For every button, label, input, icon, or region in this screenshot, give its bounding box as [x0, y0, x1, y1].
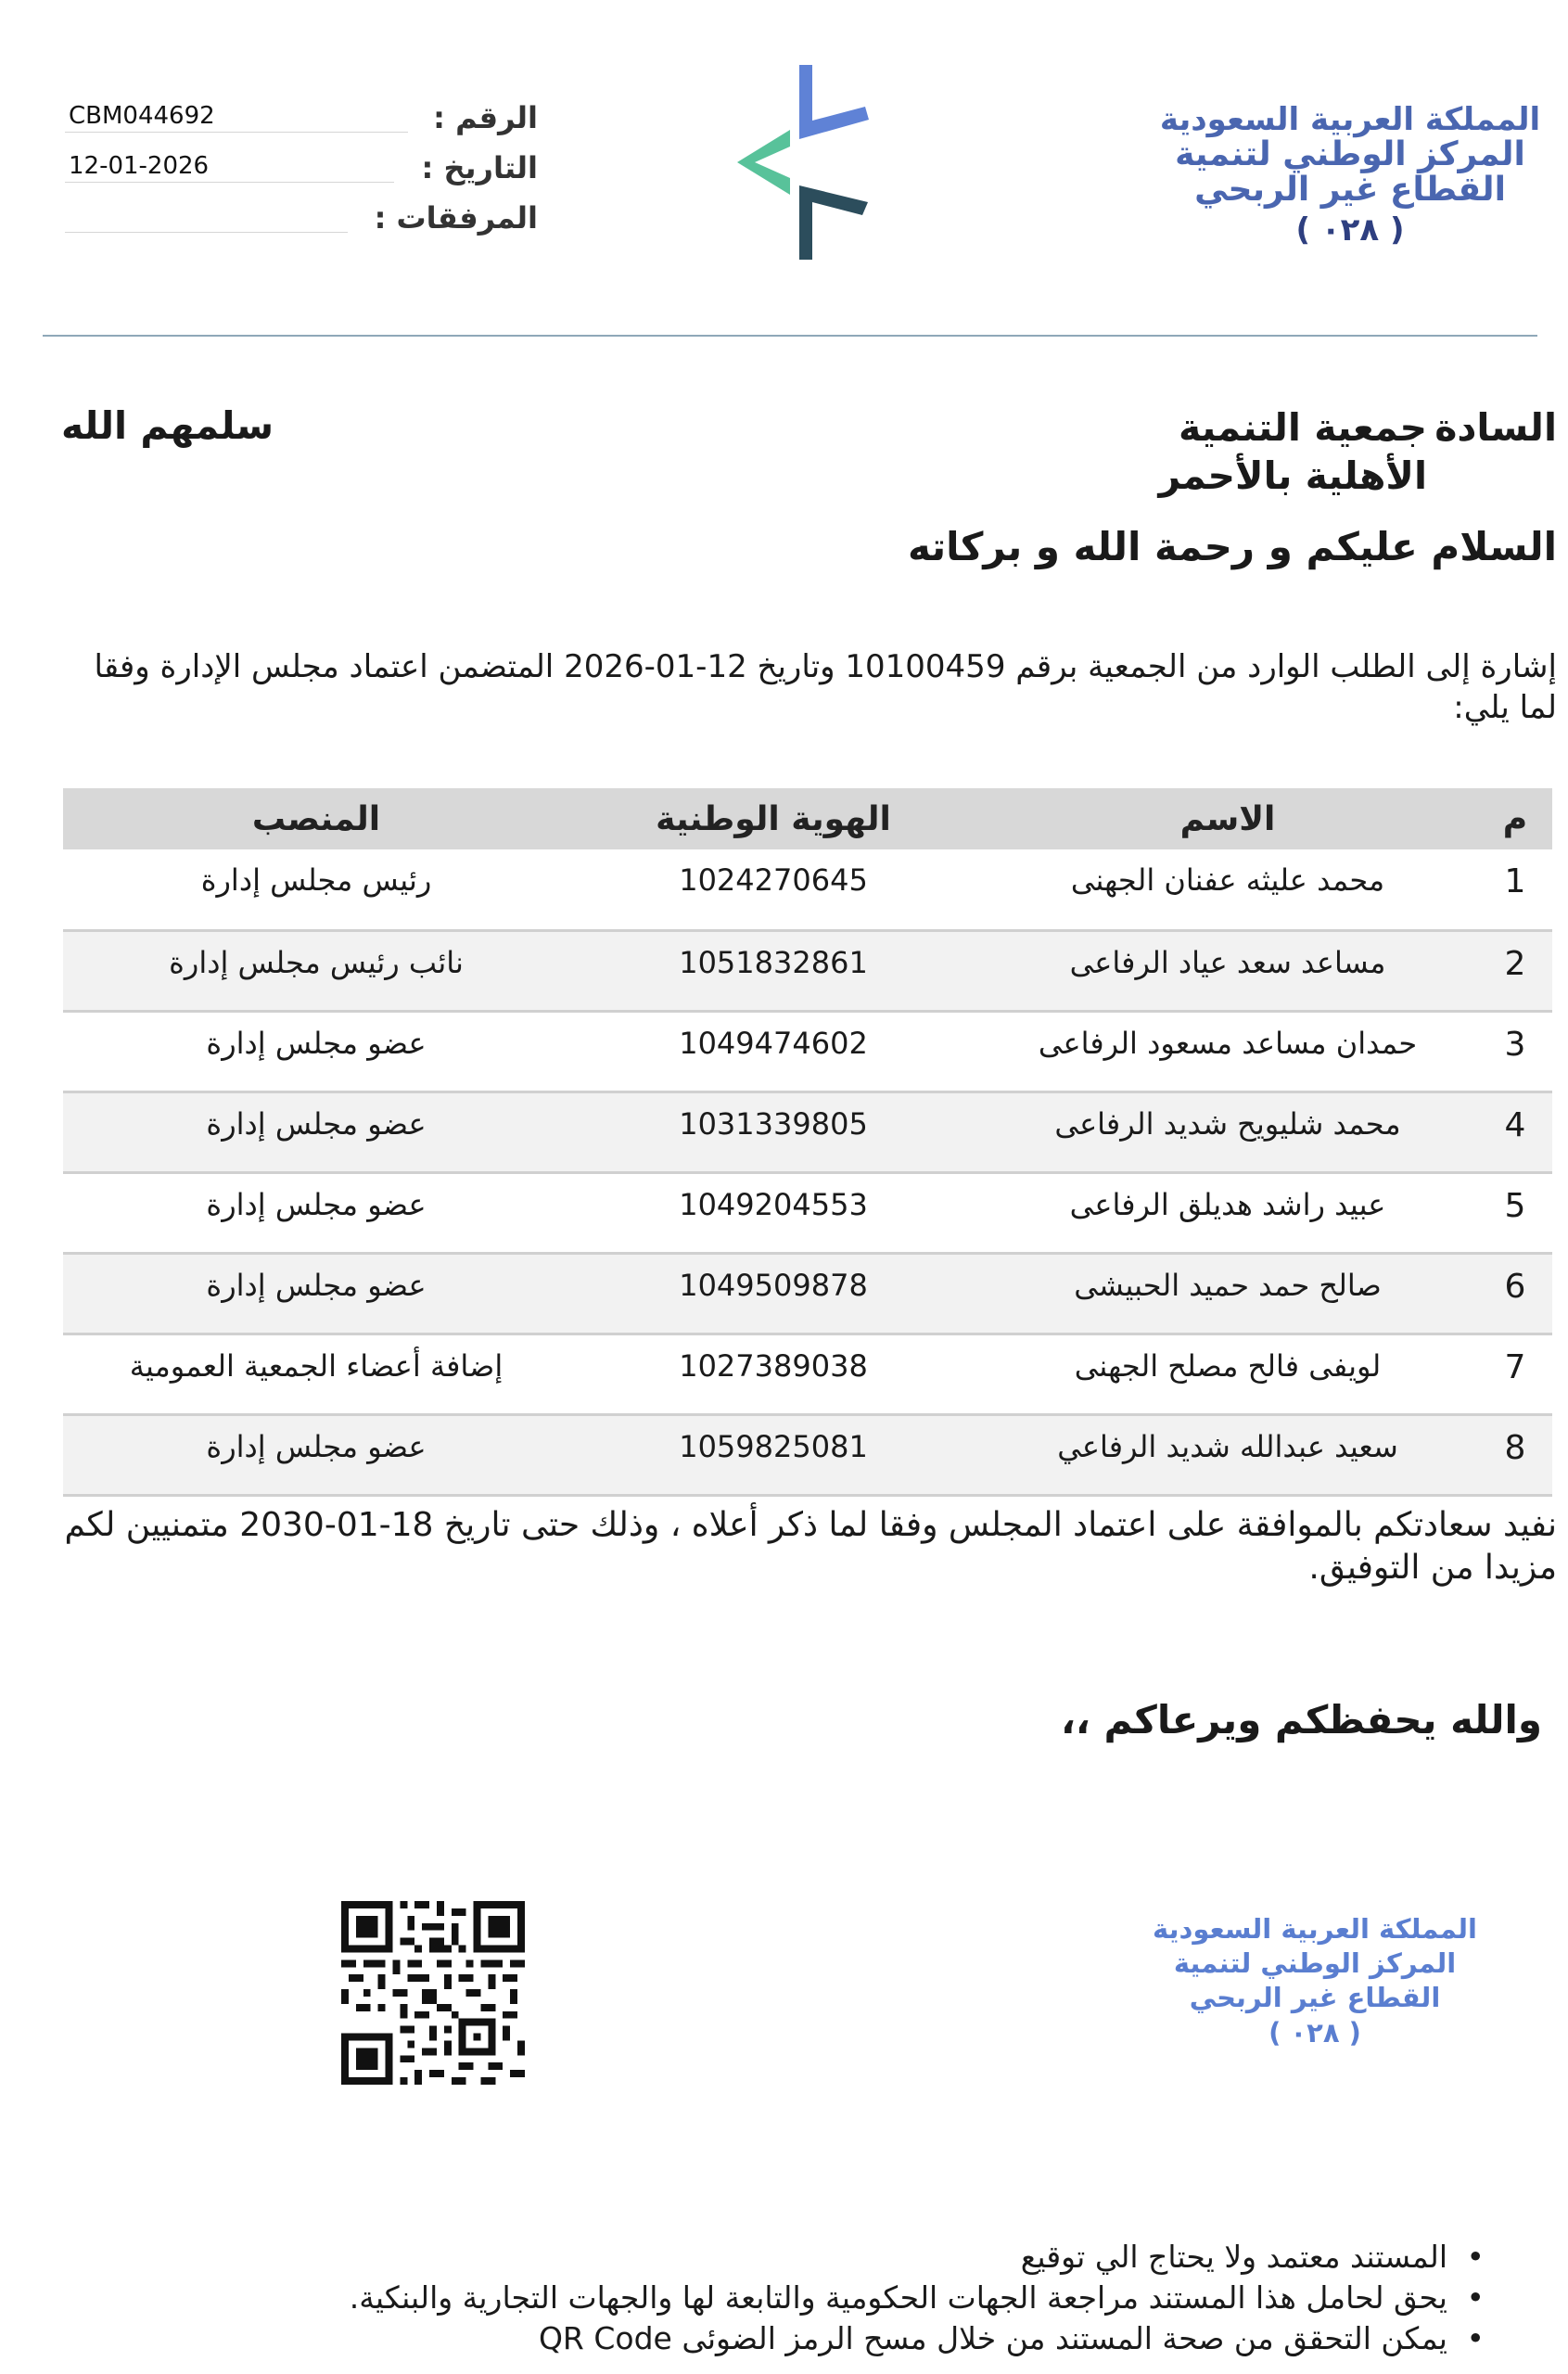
row-position: إضافة أعضاء الجمعية العمومية [63, 1334, 569, 1414]
reference-date-underline [65, 182, 394, 183]
reference-meta [65, 100, 538, 250]
row-name: محمد عليثه عفنان الجهنى [977, 849, 1478, 930]
org-line-sector: القطاع غير الربحي [1194, 171, 1506, 209]
header-divider [43, 335, 1537, 337]
row-national-id: 1051832861 [569, 930, 977, 1011]
seal-line-country: المملكة العربية السعودية [1153, 1913, 1477, 1945]
official-seal [1143, 1912, 1486, 2049]
row-num: 7 [1478, 1334, 1552, 1414]
header-num: م [1478, 788, 1552, 849]
row-position: عضو مجلس إدارة [63, 1011, 569, 1091]
seal-line-sector: القطاع غير الربحي [1189, 1982, 1441, 2013]
addressee-title: السادة [1434, 405, 1557, 450]
board-members-table [63, 788, 1552, 1497]
row-name: عبيد راشد هديلق الرفاعى [977, 1172, 1478, 1253]
attachments-row [65, 200, 538, 250]
org-line-center: المركز الوطني لتنمية [1175, 135, 1525, 173]
table-row [63, 1253, 1552, 1334]
row-national-id: 1049509878 [569, 1253, 977, 1334]
greeting: السلام عليكم و رحمة الله و بركاته [907, 524, 1557, 569]
row-num: 5 [1478, 1172, 1552, 1253]
footer-notes [350, 2237, 1485, 2359]
row-num: 3 [1478, 1011, 1552, 1091]
table-row [63, 1172, 1552, 1253]
row-position: عضو مجلس إدارة [63, 1172, 569, 1253]
row-name: محمد شليويح شديد الرفاعى [977, 1091, 1478, 1172]
row-national-id: 1031339805 [569, 1091, 977, 1172]
attachments-label: المرفقات : [374, 200, 538, 236]
addressee-closing: سلمهم الله [61, 403, 274, 448]
header-national-id: الهوية الوطنية [569, 788, 977, 849]
row-national-id: 1049474602 [569, 1011, 977, 1091]
table-row [63, 930, 1552, 1011]
row-name: سعيد عبدالله شديد الرفاعي [977, 1414, 1478, 1495]
row-position: رئيس مجلس إدارة [63, 849, 569, 930]
note-item: • المستند معتمد ولا يحتاج الي توقيع [350, 2237, 1485, 2278]
row-name: لويفى فالح مصلح الجهنى [977, 1334, 1478, 1414]
center-logo-icon [714, 56, 890, 269]
row-national-id: 1027389038 [569, 1334, 977, 1414]
row-national-id: 1024270645 [569, 849, 977, 930]
reference-date-row [65, 150, 538, 200]
row-name: مساعد سعد عياد الرفاعى [977, 930, 1478, 1011]
verification-qr-code-icon [341, 1901, 525, 2085]
org-code: ( ٠٢٨ ) [1295, 211, 1405, 249]
row-national-id: 1059825081 [569, 1414, 977, 1495]
org-line-country: المملكة العربية السعودية [1159, 101, 1541, 138]
row-num: 4 [1478, 1091, 1552, 1172]
row-position: نائب رئيس مجلس إدارة [63, 930, 569, 1011]
header-name: الاسم [977, 788, 1478, 849]
seal-code: ( ٠٢٨ ) [1268, 2017, 1361, 2049]
row-position: عضو مجلس إدارة [63, 1091, 569, 1172]
reference-date-label: التاريخ : [421, 150, 538, 185]
row-num: 8 [1478, 1414, 1552, 1495]
row-num: 6 [1478, 1253, 1552, 1334]
organization-header [1151, 102, 1549, 249]
table-row [63, 1091, 1552, 1172]
table-row [63, 1334, 1552, 1414]
header-position: المنصب [63, 788, 569, 849]
row-name: صالح حمد حميد الحبيشى [977, 1253, 1478, 1334]
row-num: 2 [1478, 930, 1552, 1011]
approval-paragraph: نفيد سعادتكم بالموافقة على اعتماد المجلس وفقا لما ذكر أعلاه ، وذلك حتى تاريخ 18-01-2030 متمنيين لكم مزيدا من التوفيق. [64, 1506, 1557, 1587]
reference-number-value: CBM044692 [69, 102, 215, 130]
attachments-underline [65, 232, 348, 233]
row-name: حمدان مساعد مسعود الرفاعى [977, 1011, 1478, 1091]
note-item: • يحق لحامل هذا المستند مراجعة الجهات الحكومية والتابعة لها والجهات التجارية والبنكية. [350, 2278, 1485, 2318]
table-row [63, 1011, 1552, 1091]
closing-blessing: والله يحفظكم ويرعاكم ،، [1060, 1697, 1542, 1742]
note-item: • يمكن التحقق من صحة المستند من خلال مسح الرمز الضوئى QR Code [350, 2318, 1485, 2359]
intro-paragraph: إشارة إلى الطلب الوارد من الجمعية برقم 10100459 وتاريخ 12-01-2026 المتضمن اعتماد مجلس الإدارة وفقا لما يلي: [94, 648, 1557, 726]
seal-line-center: المركز الوطني لتنمية [1173, 1947, 1457, 1979]
reference-date-value: 12-01-2026 [69, 152, 210, 180]
table-row [63, 1414, 1552, 1495]
row-num: 1 [1478, 849, 1552, 930]
table-row [63, 849, 1552, 930]
addressee-name: جمعية التنمية الأهلية بالأحمر [1158, 405, 1427, 498]
reference-number-label: الرقم : [433, 100, 538, 135]
reference-number-row [65, 100, 538, 150]
row-position: عضو مجلس إدارة [63, 1414, 569, 1495]
table-header-row [63, 788, 1552, 849]
row-position: عضو مجلس إدارة [63, 1253, 569, 1334]
reference-number-underline [65, 132, 408, 133]
row-national-id: 1049204553 [569, 1172, 977, 1253]
